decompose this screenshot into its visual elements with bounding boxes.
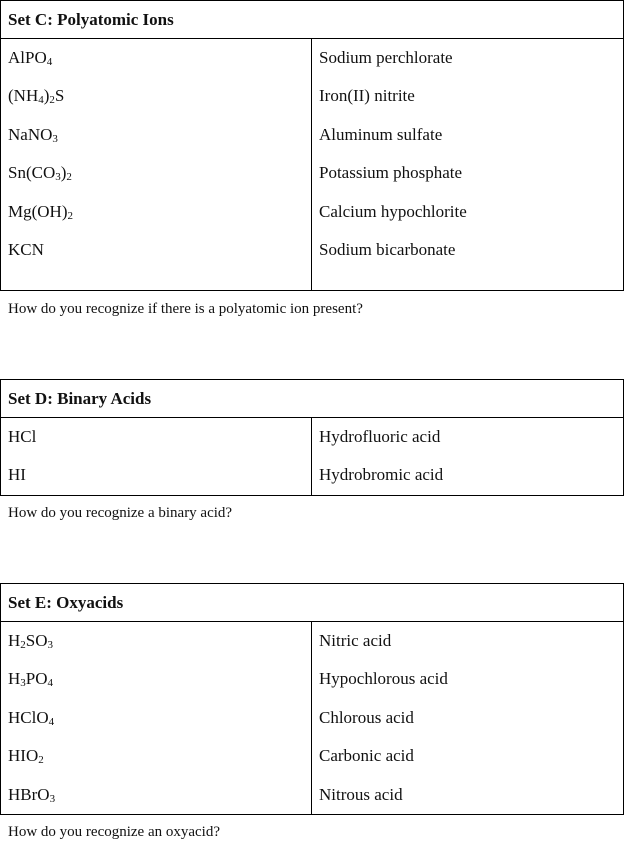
set-e-names-column [312,622,624,815]
formula-subscript: 2 [66,171,72,184]
chemical-formula: HCl [8,427,37,446]
set-e-name: Nitrous acid [319,784,403,804]
formula-subscript: 4 [38,94,44,107]
set-e-formulas-column [1,622,312,815]
chemical-formula: $HIO_2$ [8,746,44,767]
set-e-title: Set E: Oxyacids [1,584,624,622]
chemical-formula: HI [8,465,26,485]
set-e-name: Hypochlorous acid [319,669,448,689]
formula-subscript: 4 [48,715,55,728]
set-c-name: Sodium bicarbonate [319,239,456,259]
set-d-names-column [312,418,624,496]
chemical-formula: $(NH_4)_2S$ [8,86,65,107]
formula-subscript: 3 [49,792,56,805]
set-c-formula-list [8,39,311,269]
set-e-formula-list [8,622,311,814]
set-c-name: Potassium phosphate [319,163,463,183]
set-c-title: Set C: Polyatomic Ions [1,1,624,39]
set-c-name: Aluminum sulfate [319,124,443,144]
set-c-name: Sodium perchlorate [319,48,453,67]
chemical-formula: $Mg(OH)_2$ [8,201,73,222]
set-e-table [0,583,624,815]
set-c-formulas-column [1,39,312,291]
set-c-names-column [312,39,624,291]
chemical-formula: $H_2SO_3$ [8,631,54,651]
formula-subscript: 2 [67,209,73,222]
set-e-name: Carbonic acid [319,746,414,766]
set-c-question: How do you recognize if there is a polyatomic ion present? [8,301,363,317]
chemical-formula: KCN [8,239,44,259]
set-d-name: Hydrofluoric acid [319,427,441,446]
set-c-name: Calcium hypochlorite [319,201,467,221]
formula-subscript: 4 [47,677,54,690]
chemical-formula: $H_3PO_4$ [8,669,54,690]
chemical-formula: AlPO$_4$ [8,48,53,68]
set-d-formula-list [8,418,311,495]
formula-subscript: 3 [20,677,26,690]
set-d-title: Set D: Binary Acids [1,380,624,418]
chemical-formula: $Sn(CO_3)_2$ [8,163,72,184]
chemical-formula: HClO$_4$ [8,707,55,728]
formula-subscript: 2 [20,639,26,651]
set-e-question: How do you recognize an oxyacid? [8,824,221,840]
set-e-name: Nitric acid [319,631,392,650]
formula-subscript: 2 [38,754,44,767]
set-e-name: Chlorous acid [319,707,414,727]
formula-subscript: 3 [52,132,58,145]
chemical-formula: NaNO$_3$ [8,124,58,145]
chemical-formula: HBrO$_3$ [8,784,56,805]
formula-subscript: 2 [49,94,55,107]
set-c-table [0,0,624,291]
set-d-name: Hydrobromic acid [319,465,444,485]
set-d-table [0,379,624,496]
formula-subscript: 3 [47,639,54,651]
set-d-formulas-column [1,418,312,496]
formula-subscript: 4 [46,56,53,68]
set-c-name: Iron(II) nitrite [319,86,415,106]
formula-subscript: 3 [55,171,61,184]
set-d-question: How do you recognize a binary acid? [8,505,233,521]
